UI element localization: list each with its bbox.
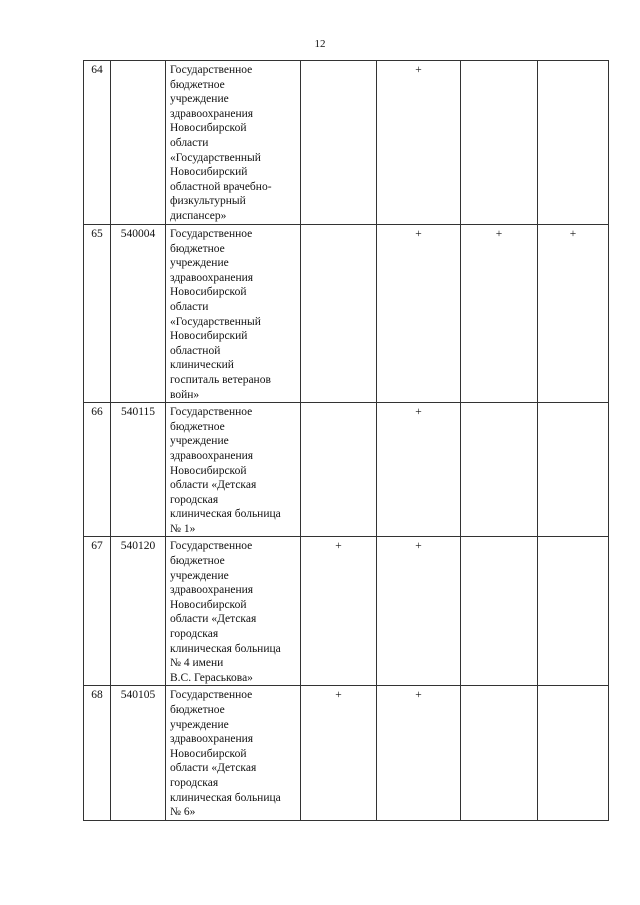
mark-cell-4: +	[538, 225, 609, 403]
page-number: 12	[314, 38, 326, 50]
institution-name: Государственное бюджетное учреждение здравоохранения Новосибирской области «Детская городская клиническая больница № 1»	[166, 403, 301, 537]
institutions-table	[83, 60, 609, 821]
mark-cell-3	[461, 537, 538, 686]
table-row	[84, 61, 609, 225]
institution-code	[111, 61, 166, 225]
table-row	[84, 537, 609, 686]
institution-code: 540105	[111, 686, 166, 820]
mark-cell-1	[301, 61, 377, 225]
mark-cell-4	[538, 403, 609, 537]
row-number: 67	[84, 537, 111, 686]
table-row	[84, 403, 609, 537]
mark-cell-3	[461, 403, 538, 537]
mark-cell-3	[461, 61, 538, 225]
row-number: 64	[84, 61, 111, 225]
institution-name: Государственное бюджетное учреждение здравоохранения Новосибирской области «Детская городская клиническая больница № 4 имени В.С. Гераськова»	[166, 537, 301, 686]
row-number: 65	[84, 225, 111, 403]
mark-cell-3: +	[461, 225, 538, 403]
mark-cell-1	[301, 225, 377, 403]
mark-cell-4	[538, 61, 609, 225]
mark-cell-3	[461, 686, 538, 820]
mark-cell-1: +	[301, 537, 377, 686]
mark-cell-2: +	[377, 225, 461, 403]
mark-cell-2: +	[377, 686, 461, 820]
institution-name: Государственное бюджетное учреждение здравоохранения Новосибирской области «Детская городская клиническая больница № 6»	[166, 686, 301, 820]
institution-name: Государственное бюджетное учреждение здравоохранения Новосибирской области «Государственный Новосибирский областной клинический госпиталь ветеранов войн»	[166, 225, 301, 403]
institution-code: 540115	[111, 403, 166, 537]
row-number: 68	[84, 686, 111, 820]
mark-cell-4	[538, 686, 609, 820]
institution-name: Государственное бюджетное учреждение здравоохранения Новосибирской области «Государственный Новосибирский областной врачебно- физкультурный диспансер»	[166, 61, 301, 225]
mark-cell-2: +	[377, 537, 461, 686]
mark-cell-2: +	[377, 403, 461, 537]
institution-code: 540004	[111, 225, 166, 403]
table-row	[84, 686, 609, 820]
institution-code: 540120	[111, 537, 166, 686]
mark-cell-4	[538, 537, 609, 686]
mark-cell-2: +	[377, 61, 461, 225]
table-row	[84, 225, 609, 403]
row-number: 66	[84, 403, 111, 537]
mark-cell-1	[301, 403, 377, 537]
mark-cell-1: +	[301, 686, 377, 820]
